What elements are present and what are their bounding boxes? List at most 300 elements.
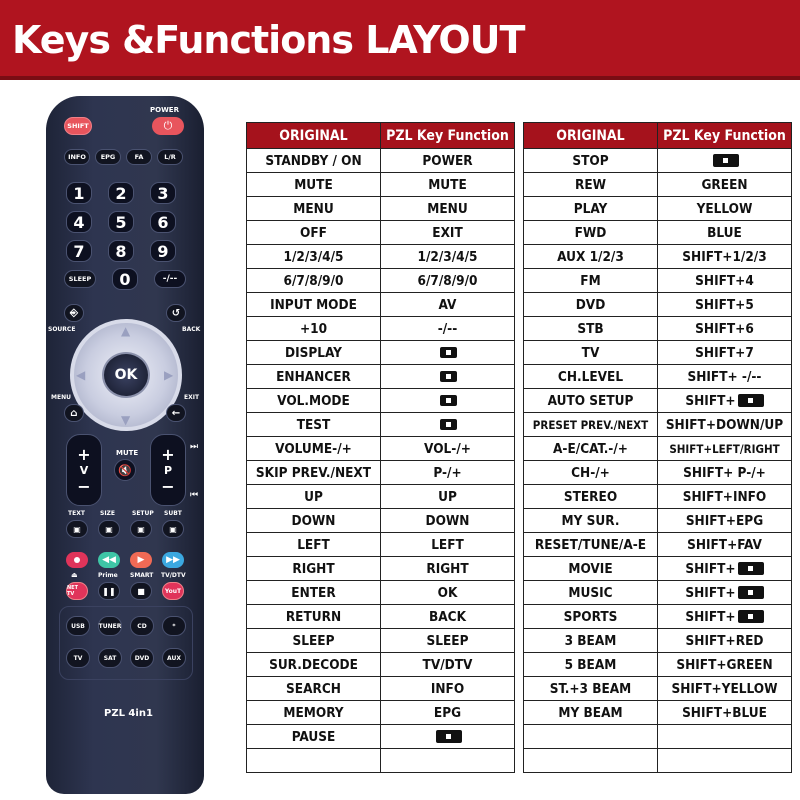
pzl-function-cell xyxy=(658,725,792,749)
table-row xyxy=(247,389,515,413)
stop-button[interactable] xyxy=(130,582,152,600)
pause-key-icon xyxy=(436,730,462,743)
power-icon: ⏻ xyxy=(163,119,173,132)
original-key-cell: 6/7/8/9/0 xyxy=(247,269,381,293)
source-key-aux-label: AUX xyxy=(167,654,181,662)
table-row xyxy=(247,485,515,509)
table-row xyxy=(524,557,792,581)
shift-button[interactable]: SHIFT xyxy=(64,117,92,135)
menu-label: MENU xyxy=(51,394,71,401)
original-key-cell: RETURN xyxy=(247,605,381,629)
left-arrow-icon[interactable]: ◀ xyxy=(76,368,86,382)
original-key-cell: MY BEAM xyxy=(524,701,658,725)
pzl-function-cell xyxy=(658,269,792,293)
pzl-function-cell xyxy=(658,413,792,437)
source-key-sat-label: SAT xyxy=(103,654,117,662)
pzl-function-text: P-/+ xyxy=(433,464,462,481)
original-key-cell: STOP xyxy=(524,149,658,173)
original-key-cell: +10 xyxy=(247,317,381,341)
original-key-cell: VOLUME-/+ xyxy=(247,437,381,461)
table-row xyxy=(247,581,515,605)
original-key-cell: REW xyxy=(524,173,658,197)
play-icon: ▶ xyxy=(137,555,145,565)
number-button-9[interactable] xyxy=(150,240,176,262)
pzl-function-text: SHIFT+7 xyxy=(695,344,754,361)
table-row xyxy=(524,365,792,389)
exit-icon: ← xyxy=(171,407,181,419)
original-key-cell: STB xyxy=(524,317,658,341)
pzl-function-cell xyxy=(658,581,792,605)
original-key-cell: ST.+3 BEAM xyxy=(524,677,658,701)
pzl-function-cell xyxy=(381,389,515,413)
pzl-function-cell xyxy=(381,341,515,365)
exit-button[interactable] xyxy=(166,404,186,422)
pzl-function-text: SHIFT+FAV xyxy=(687,536,762,553)
pzl-function-cell xyxy=(381,437,515,461)
original-key-cell: MOVIE xyxy=(524,557,658,581)
mute-label: MUTE xyxy=(116,449,139,457)
pzl-function-cell xyxy=(381,701,515,725)
original-key-cell: DISPLAY xyxy=(247,341,381,365)
func-label-subt: SUBT xyxy=(164,510,182,517)
pause-icon: ❚❚ xyxy=(102,586,116,596)
table-row xyxy=(524,533,792,557)
func-button-size[interactable] xyxy=(98,520,120,538)
power-label: POWER xyxy=(150,106,179,114)
number-button-3-label: 3 xyxy=(157,183,169,203)
table-row xyxy=(524,269,792,293)
original-key-cell: 3 BEAM xyxy=(524,629,658,653)
up-arrow-icon[interactable]: ▲ xyxy=(121,324,131,338)
pzl-function-cell xyxy=(381,245,515,269)
table-row xyxy=(247,365,515,389)
table-row xyxy=(247,701,515,725)
table-row xyxy=(524,293,792,317)
table-row xyxy=(247,341,515,365)
key-info-label: INFO xyxy=(68,153,86,161)
source-button[interactable] xyxy=(64,304,84,322)
func-label-setup: SETUP xyxy=(132,510,154,517)
original-key-cell: MUTE xyxy=(247,173,381,197)
table-row xyxy=(524,701,792,725)
pzl-function-text: SHIFT+LEFT/RIGHT xyxy=(669,441,780,456)
original-key-cell xyxy=(247,749,381,773)
sports-key-icon xyxy=(738,610,764,623)
pzl-function-cell xyxy=(381,677,515,701)
pzl-function-text: SHIFT+GREEN xyxy=(676,656,773,673)
original-key-cell: RESET/TUNE/A-E xyxy=(524,533,658,557)
volume-rocker[interactable]: + V − xyxy=(66,434,102,506)
pzl-function-cell xyxy=(658,749,792,773)
pzl-function-text: VOL-/+ xyxy=(424,440,471,457)
table-row xyxy=(524,173,792,197)
pzl-function-text: 6/7/8/9/0 xyxy=(417,272,478,289)
source-key-2-label: CD xyxy=(137,622,147,630)
original-key-cell: SPORTS xyxy=(524,605,658,629)
net-tv-button[interactable]: NET TV xyxy=(66,582,88,600)
table-row xyxy=(524,581,792,605)
original-key-cell: ENHANCER xyxy=(247,365,381,389)
original-key-cell: PLAY xyxy=(524,197,658,221)
pzl-function-cell xyxy=(658,605,792,629)
source-key-dvd[interactable] xyxy=(130,648,154,668)
key-epg[interactable] xyxy=(95,149,121,165)
blue-button[interactable] xyxy=(162,552,184,568)
source-key-1-label: TUNER xyxy=(98,622,122,630)
number-button-5[interactable] xyxy=(108,211,134,233)
size-icon: ▣ xyxy=(105,524,113,534)
original-key-cell: INPUT MODE xyxy=(247,293,381,317)
number-button-3[interactable] xyxy=(150,182,176,204)
pzl-function-cell xyxy=(381,509,515,533)
source-key-2[interactable] xyxy=(130,616,154,636)
source-key-1[interactable] xyxy=(98,616,122,636)
column-header-original: ORIGINAL xyxy=(247,123,381,149)
column-header-original: ORIGINAL xyxy=(524,123,658,149)
stop-key-icon xyxy=(713,154,739,167)
source-key-aux[interactable] xyxy=(162,648,186,668)
func-button-text[interactable] xyxy=(66,520,88,538)
test-key-icon xyxy=(440,419,457,430)
table-row xyxy=(247,629,515,653)
table-row xyxy=(247,461,515,485)
original-key-cell: STEREO xyxy=(524,485,658,509)
pzl-function-cell xyxy=(658,341,792,365)
original-key-cell: LEFT xyxy=(247,533,381,557)
number-button-2[interactable] xyxy=(108,182,134,204)
pzl-function-cell xyxy=(381,365,515,389)
key-fa[interactable] xyxy=(126,149,152,165)
pzl-function-text: RIGHT xyxy=(426,560,469,577)
pzl-function-text: MUTE xyxy=(428,176,467,193)
table-row xyxy=(247,221,515,245)
original-key-cell: UP xyxy=(247,485,381,509)
pzl-function-text: POWER xyxy=(422,152,473,169)
original-key-cell: CH.LEVEL xyxy=(524,365,658,389)
original-key-cell: RIGHT xyxy=(247,557,381,581)
table-row xyxy=(247,557,515,581)
pzl-function-text: SHIFT+ -/-- xyxy=(687,368,762,385)
original-key-cell xyxy=(524,725,658,749)
vol-mode-key-icon xyxy=(440,395,457,406)
pzl-function-text: DOWN xyxy=(425,512,470,529)
table-row xyxy=(524,389,792,413)
pzl-function-cell xyxy=(381,461,515,485)
source-label: SOURCE xyxy=(48,326,76,333)
number-button-8-label: 8 xyxy=(115,241,127,261)
pzl-function-cell xyxy=(381,629,515,653)
pzl-function-text: YELLOW xyxy=(696,200,753,217)
display-key-icon xyxy=(440,347,457,358)
pzl-function-text: EXIT xyxy=(432,224,463,241)
home-button[interactable] xyxy=(64,404,84,422)
pzl-function-cell xyxy=(381,485,515,509)
source-key-tv-label: TV xyxy=(73,654,83,662)
func-label-size: SIZE xyxy=(100,510,116,517)
pzl-function-cell xyxy=(658,365,792,389)
original-key-cell: PAUSE xyxy=(247,725,381,749)
original-key-cell: 5 BEAM xyxy=(524,653,658,677)
table-row xyxy=(247,509,515,533)
rewind-icon: ◀◀ xyxy=(102,555,116,565)
source-key-sat[interactable] xyxy=(98,648,122,668)
table-row xyxy=(247,533,515,557)
forward-icon: ▶▶ xyxy=(166,555,180,565)
source-key-dvd-label: DVD xyxy=(134,654,150,662)
table-row xyxy=(247,269,515,293)
pzl-function-cell xyxy=(381,725,515,749)
pzl-function-text: SHIFT+ xyxy=(685,608,736,625)
pzl-function-text: 1/2/3/4/5 xyxy=(417,248,478,265)
stop-icon: ■ xyxy=(137,586,145,596)
pzl-function-text: LEFT xyxy=(431,536,464,553)
pzl-function-cell xyxy=(381,197,515,221)
original-key-cell: MEMORY xyxy=(247,701,381,725)
auto-setup-key-icon xyxy=(738,394,764,407)
pzl-function-text: MENU xyxy=(427,200,468,217)
zero-button[interactable]: 0 xyxy=(112,268,138,290)
original-key-cell: AUTO SETUP xyxy=(524,389,658,413)
table-row xyxy=(247,317,515,341)
pzl-function-text: GREEN xyxy=(701,176,748,193)
prime-label: Prime xyxy=(98,572,118,579)
pzl-function-cell xyxy=(658,221,792,245)
number-button-1[interactable] xyxy=(66,182,92,204)
func-button-subt[interactable] xyxy=(162,520,184,538)
original-key-cell: TEST xyxy=(247,413,381,437)
pzl-function-text: UP xyxy=(438,488,457,505)
pzl-function-cell xyxy=(658,245,792,269)
source-icon: ⎆ xyxy=(70,307,78,319)
pzl-function-text: TV/DTV xyxy=(422,656,473,673)
pzl-function-cell xyxy=(658,173,792,197)
table-row xyxy=(524,677,792,701)
mute-button[interactable] xyxy=(114,459,136,481)
table-row xyxy=(524,653,792,677)
key-fa-label: FA xyxy=(134,153,144,161)
pzl-function-text: SHIFT+EPG xyxy=(685,512,764,529)
original-key-cell: FWD xyxy=(524,221,658,245)
mute-icon: 🔇 xyxy=(118,463,132,477)
original-key-cell: SUR.DECODE xyxy=(247,653,381,677)
pzl-function-cell xyxy=(381,605,515,629)
pzl-function-cell xyxy=(658,389,792,413)
text-icon: ▣ xyxy=(73,524,81,534)
table-row xyxy=(524,197,792,221)
table-row xyxy=(524,413,792,437)
pzl-function-text: SHIFT+ P-/+ xyxy=(683,464,766,481)
pzl-function-text: SHIFT+5 xyxy=(695,296,754,313)
pzl-function-cell xyxy=(381,533,515,557)
original-key-cell: FM xyxy=(524,269,658,293)
pzl-function-text: BACK xyxy=(429,608,466,625)
pzl-function-text: BLUE xyxy=(707,224,742,241)
original-key-cell: OFF xyxy=(247,221,381,245)
key-info[interactable] xyxy=(64,149,90,165)
original-key-cell: DVD xyxy=(524,293,658,317)
number-button-6[interactable] xyxy=(150,211,176,233)
key-l-r[interactable] xyxy=(157,149,183,165)
pzl-function-text: SHIFT+ xyxy=(685,560,736,577)
source-key-3-label: * xyxy=(172,622,176,630)
record-icon xyxy=(74,557,80,563)
pzl-function-cell xyxy=(381,221,515,245)
key-epg-label: EPG xyxy=(100,153,116,161)
original-key-cell: PRESET PREV./NEXT xyxy=(524,413,658,437)
pzl-function-cell xyxy=(658,701,792,725)
pzl-function-cell xyxy=(381,173,515,197)
key-table-left xyxy=(246,122,515,773)
exit-label: EXIT xyxy=(184,394,200,401)
number-button-9-label: 9 xyxy=(157,241,169,261)
table-row xyxy=(524,317,792,341)
header-banner xyxy=(0,0,800,80)
pzl-function-cell xyxy=(381,317,515,341)
right-arrow-icon[interactable]: ▶ xyxy=(164,368,174,382)
pzl-function-text: SHIFT+6 xyxy=(695,320,754,337)
table-row xyxy=(247,677,515,701)
table-row xyxy=(524,245,792,269)
movie-key-icon xyxy=(738,562,764,575)
pzl-function-cell xyxy=(658,197,792,221)
table-row xyxy=(247,173,515,197)
sleep-button[interactable]: SLEEP xyxy=(64,270,96,288)
table-row xyxy=(524,341,792,365)
pzl-function-cell xyxy=(658,437,792,461)
pzl-function-text: EPG xyxy=(433,704,462,721)
red-button[interactable] xyxy=(66,552,88,568)
source-key-tv[interactable] xyxy=(66,648,90,668)
pzl-function-cell xyxy=(381,557,515,581)
yellow-button[interactable] xyxy=(130,552,152,568)
pzl-function-cell xyxy=(658,677,792,701)
tvdtv-label: TV/DTV xyxy=(161,572,186,579)
pzl-function-text: SHIFT+ xyxy=(685,584,736,601)
original-key-cell: SLEEP xyxy=(247,629,381,653)
pzl-function-text: OK xyxy=(437,584,458,601)
pzl-function-text: SHIFT+DOWN/UP xyxy=(665,416,784,433)
table-row xyxy=(247,197,515,221)
key-l-r-label: L/R xyxy=(164,153,176,161)
table-row xyxy=(247,293,515,317)
pzl-function-text: SHIFT+YELLOW xyxy=(671,680,778,697)
number-button-7[interactable] xyxy=(66,240,92,262)
table-row xyxy=(247,749,515,773)
pzl-function-cell xyxy=(381,293,515,317)
key-table-right xyxy=(523,122,792,773)
back-button[interactable] xyxy=(166,304,186,322)
smart-label: SMART xyxy=(130,572,154,579)
number-button-2-label: 2 xyxy=(115,183,127,203)
table-row xyxy=(247,725,515,749)
program-rocker[interactable]: + P − xyxy=(150,434,186,506)
dash-button[interactable]: -/-- xyxy=(154,270,186,288)
number-button-4-label: 4 xyxy=(73,212,85,232)
pzl-function-cell xyxy=(381,149,515,173)
setup-icon: ▣ xyxy=(137,524,145,534)
source-key-0[interactable] xyxy=(66,616,90,636)
func-button-setup[interactable] xyxy=(130,520,152,538)
original-key-cell: 1/2/3/4/5 xyxy=(247,245,381,269)
func-label-text: TEXT xyxy=(68,510,85,517)
pzl-function-text: SLEEP xyxy=(426,632,469,649)
original-key-cell: MY SUR. xyxy=(524,509,658,533)
original-key-cell: MUSIC xyxy=(524,581,658,605)
number-button-1-label: 1 xyxy=(73,183,85,203)
ok-button[interactable]: OK xyxy=(102,352,150,398)
enhancer-key-icon xyxy=(440,371,457,382)
table-row xyxy=(247,149,515,173)
pzl-function-cell xyxy=(381,653,515,677)
table-row xyxy=(524,749,792,773)
green-button[interactable] xyxy=(98,552,120,568)
pause-button[interactable] xyxy=(98,582,120,600)
pzl-function-text: AV xyxy=(438,296,457,313)
number-button-8[interactable] xyxy=(108,240,134,262)
table-row xyxy=(524,149,792,173)
pzl-function-cell xyxy=(658,509,792,533)
table-row xyxy=(524,221,792,245)
column-header-function: PZL Key Function xyxy=(381,123,515,149)
pzl-function-cell xyxy=(658,461,792,485)
page-title: Keys &Functions LAYOUT xyxy=(12,18,525,62)
next-track-icon: ⏭ xyxy=(190,442,199,452)
original-key-cell: SEARCH xyxy=(247,677,381,701)
pzl-function-cell xyxy=(658,533,792,557)
source-key-3[interactable] xyxy=(162,616,186,636)
original-key-cell xyxy=(524,749,658,773)
pzl-function-text: SHIFT+4 xyxy=(695,272,754,289)
original-key-cell: STANDBY / ON xyxy=(247,149,381,173)
table-row xyxy=(524,629,792,653)
pzl-function-text: SHIFT+ xyxy=(685,392,736,409)
original-key-cell: AUX 1/2/3 xyxy=(524,245,658,269)
music-key-icon xyxy=(738,586,764,599)
original-key-cell: ENTER xyxy=(247,581,381,605)
pzl-function-cell xyxy=(381,749,515,773)
table-row xyxy=(247,245,515,269)
original-key-cell: DOWN xyxy=(247,509,381,533)
down-arrow-icon[interactable]: ▼ xyxy=(121,413,131,427)
table-row xyxy=(524,509,792,533)
brand-label: PZL 4in1 xyxy=(104,708,153,719)
power-button[interactable] xyxy=(152,117,184,135)
pzl-function-cell xyxy=(381,269,515,293)
pzl-function-cell xyxy=(658,149,792,173)
source-key-0-label: USB xyxy=(71,622,85,630)
pzl-function-text: SHIFT+RED xyxy=(685,632,764,649)
number-button-5-label: 5 xyxy=(115,212,127,232)
eject-icon: ⏏ xyxy=(71,571,78,579)
table-row xyxy=(524,461,792,485)
youtube-button[interactable]: YouT xyxy=(162,582,184,600)
column-header-function: PZL Key Function xyxy=(658,123,792,149)
number-button-7-label: 7 xyxy=(73,241,85,261)
pzl-function-cell xyxy=(658,557,792,581)
number-button-4[interactable] xyxy=(66,211,92,233)
pzl-function-cell xyxy=(658,293,792,317)
pzl-function-cell xyxy=(381,413,515,437)
home-icon: ⌂ xyxy=(70,407,78,419)
table-row xyxy=(524,437,792,461)
table-row xyxy=(247,437,515,461)
pzl-function-text: SHIFT+INFO xyxy=(682,488,767,505)
back-icon: ↺ xyxy=(171,307,181,319)
original-key-cell: TV xyxy=(524,341,658,365)
original-key-cell: CH-/+ xyxy=(524,461,658,485)
table-row xyxy=(524,605,792,629)
table-row xyxy=(524,485,792,509)
